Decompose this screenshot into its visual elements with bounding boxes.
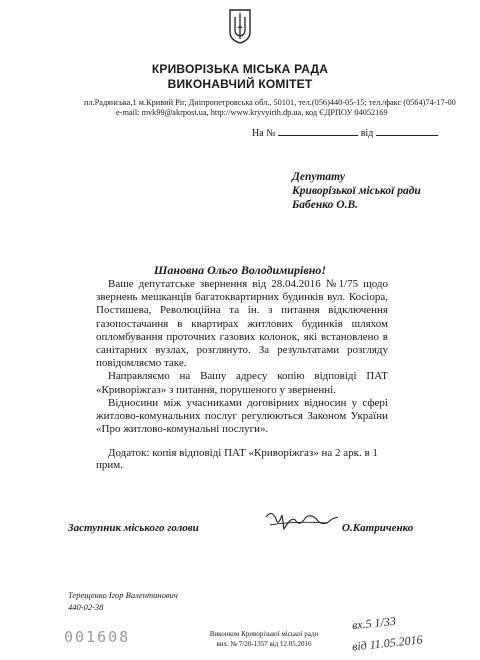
registration-number-stamp: 001608 [64, 628, 131, 646]
letter-body [96, 278, 388, 436]
coat-of-arms-icon [228, 8, 252, 44]
attachment-note: Додаток: копія відповіді ПАТ «Криворіжгаз» на 2 арк. в 1 прим. [96, 447, 378, 471]
signatory-name: О.Катриченко [342, 522, 414, 534]
date-label: від [360, 128, 374, 139]
date-blank [376, 126, 438, 136]
contact-line: e-mail: mvk99@akrpost.ua, http://www.kryvyirih.dp.ua, код ЄДРПОУ 04052169 [116, 108, 388, 117]
outgoing-stamp-line: Виконком Криворізької міської ради [209, 630, 319, 638]
reference-number-block [252, 126, 438, 139]
body-paragraph: Ваше депутатське звернення від 28.04.2016 №1/75 щодо звернень мешканців багатоквартирних будинків вул. Косіора, Постишева, Революційна та ін. з питання відключення газопостачання в квартирах житлових будинків шляхом опломбування проточних газових колонок, які встановлено в санітарних вузлах, розглянуто. За результатами розгляду повідомляємо таке. [96, 278, 388, 370]
number-blank [278, 126, 358, 136]
recipient-block [292, 170, 421, 212]
address-line: пл.Радянська,1 м.Кривий Ріг, Дніпропетровська обл., 50101, тел.(056)440-05-15; тел./факс (0564)74-17-00 [84, 98, 456, 107]
greeting: Шановна Ольго Володимирівно! [153, 263, 327, 277]
handwritten-signature [262, 505, 342, 537]
handwritten-incoming-ref: вх.5 1/33 [351, 613, 397, 633]
signatory-title: Заступник міського голови [68, 522, 199, 534]
number-label: На № [252, 128, 276, 139]
body-paragraph: Відносини між учасниками договірних відносин у сфері житлово-комунальних послуг регулюються Законом України «Про житлово-комунальні послуги». [96, 396, 388, 436]
handwritten-incoming-date: від 11.05.2016 [351, 632, 424, 654]
recipient-organization: Криворізької міської ради [292, 185, 421, 197]
executor-phone: 440-02-38 [68, 602, 104, 612]
body-paragraph: Направляємо на Вашу адресу копію відповіді ПАТ «Криворіжгаз» з питання, порушеного у зверненні. [96, 370, 388, 396]
outgoing-stamp-number: вих. № 7/20-1357 від 12.05.2016 [216, 640, 312, 648]
organization-department: ВИКОНАВЧИЙ КОМІТЕТ [167, 77, 313, 91]
recipient-title: Депутату [292, 171, 345, 183]
executor-name: Терещенко Ігор Валентинович [68, 590, 178, 600]
organization-name: КРИВОРІЗЬКА МІСЬКА РАДА [151, 62, 329, 76]
recipient-name: Бабенко О.В. [292, 199, 359, 211]
